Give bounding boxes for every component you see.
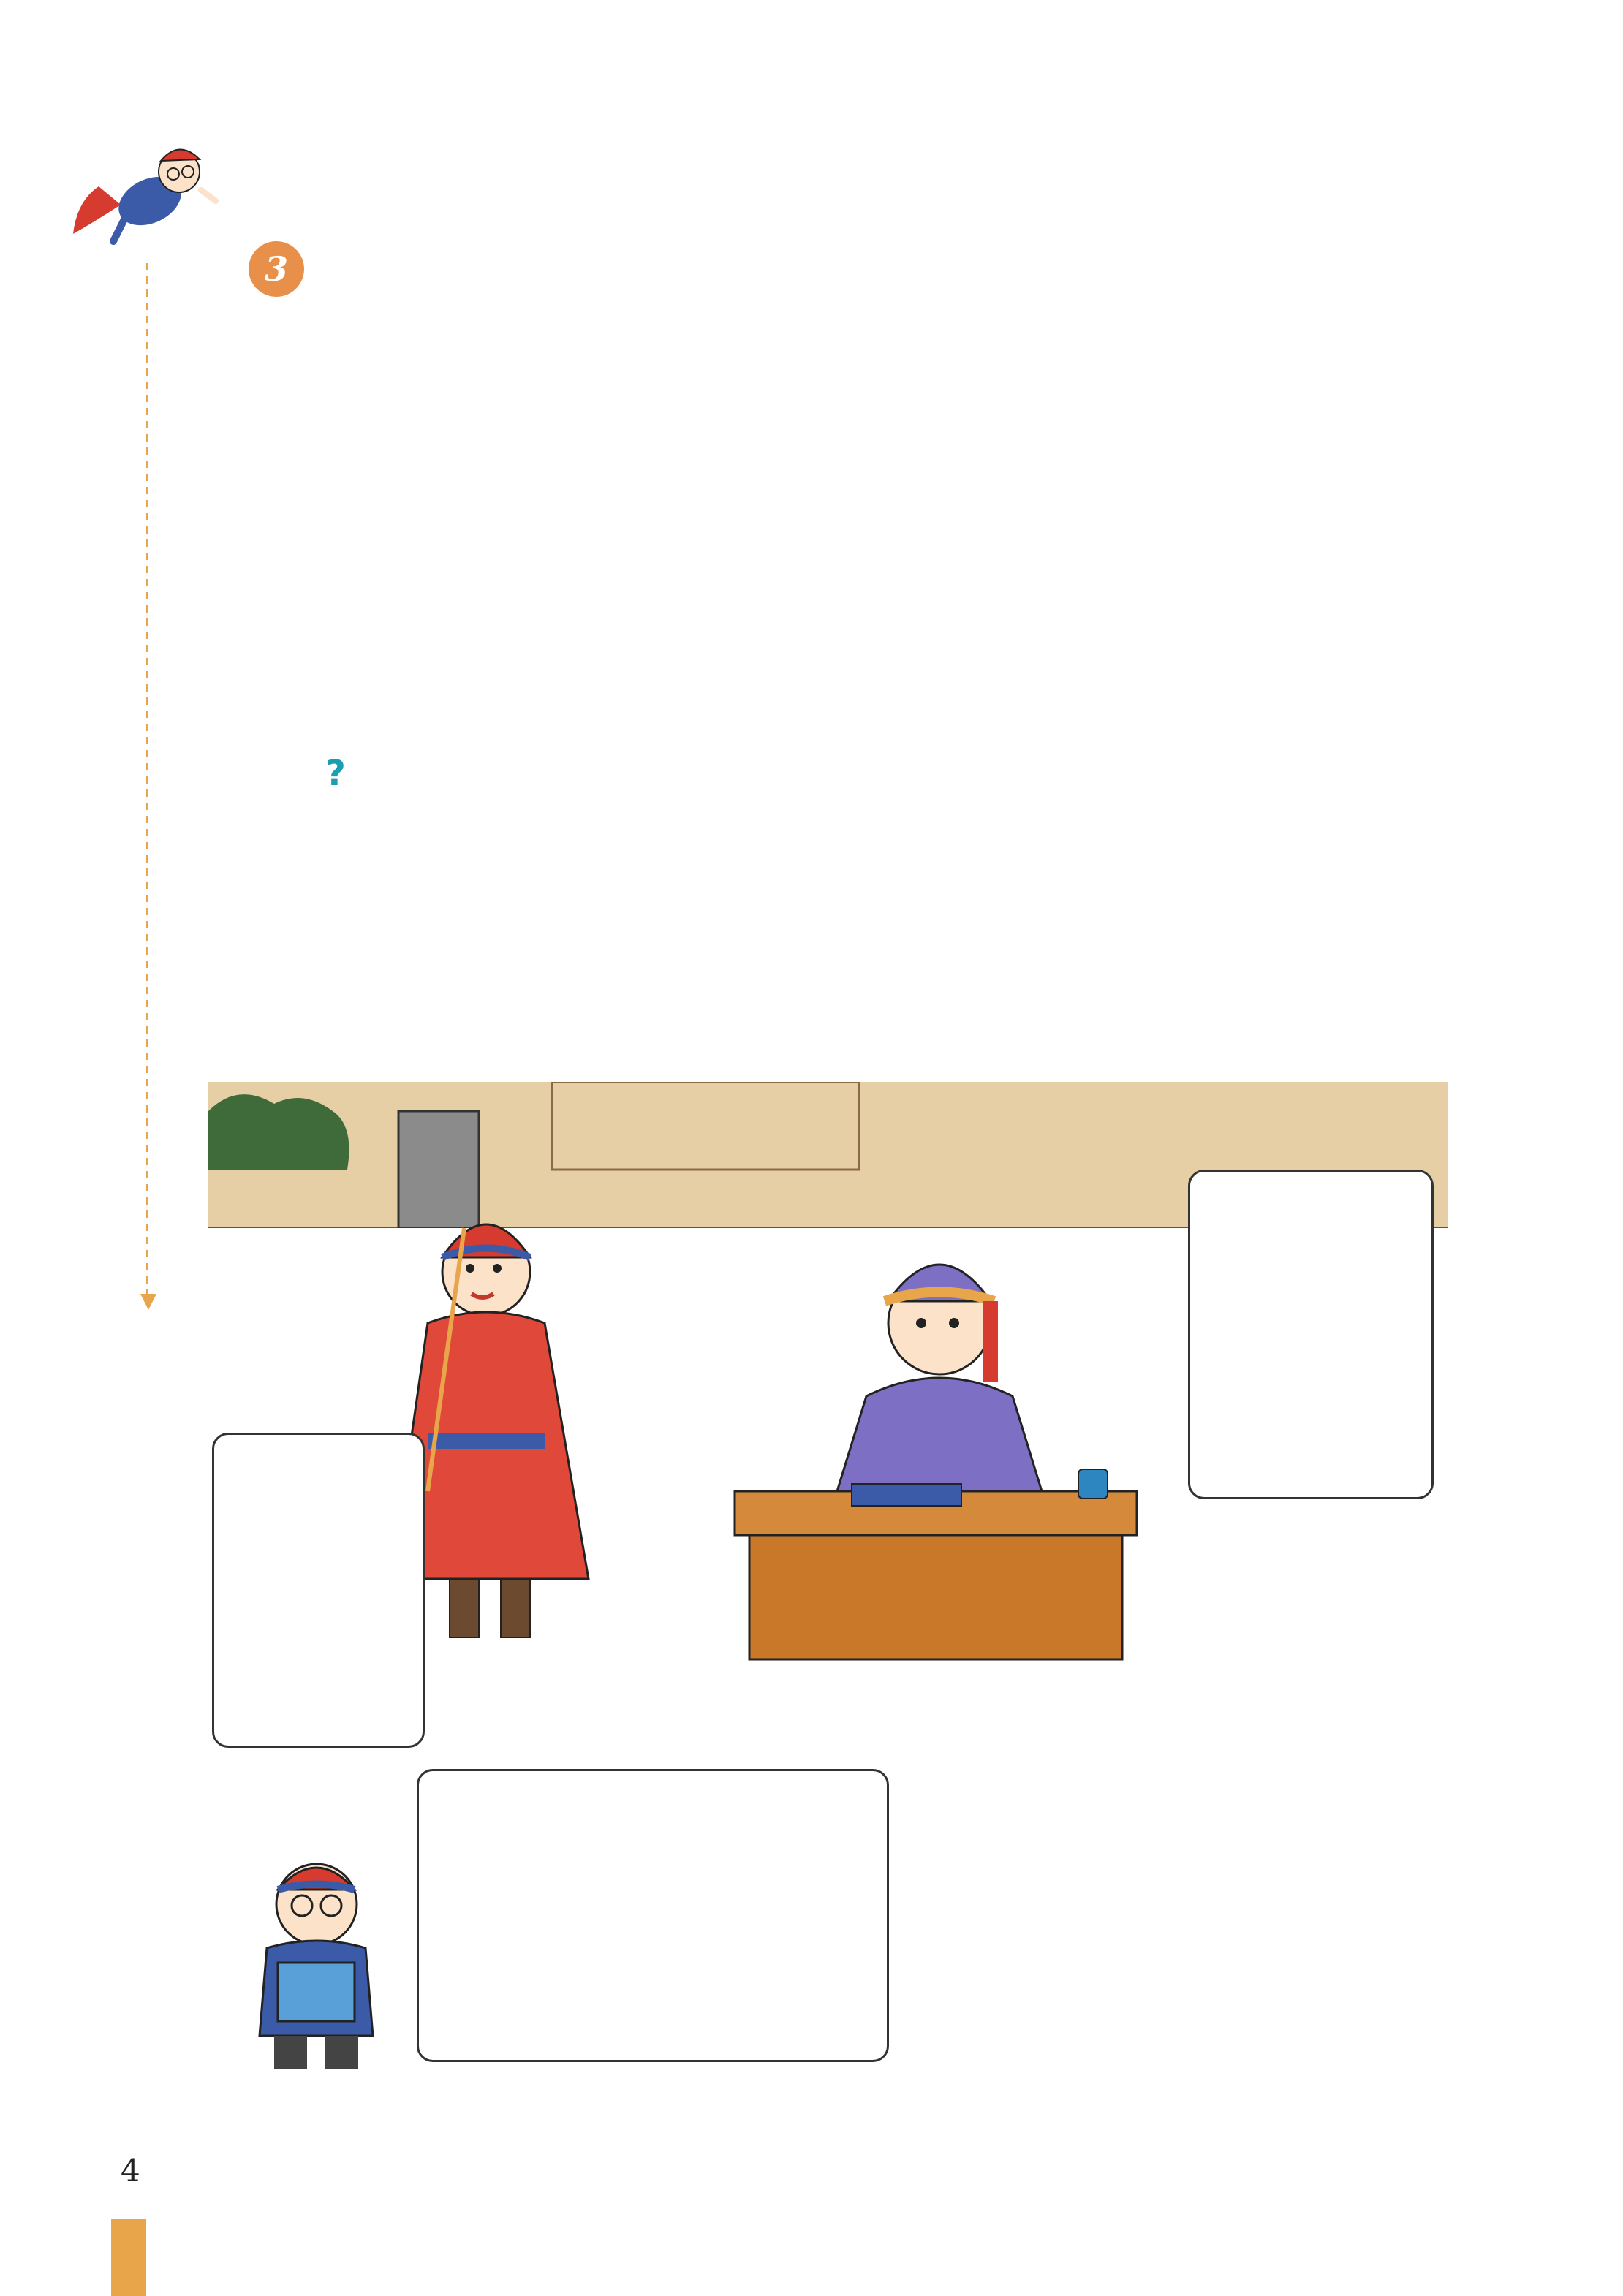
wall-sign-line xyxy=(841,1096,870,1243)
body-column xyxy=(588,238,623,969)
body-column xyxy=(864,238,899,969)
wall-sign-line xyxy=(881,1096,910,1140)
body-column xyxy=(496,238,531,969)
body-column xyxy=(634,238,669,969)
body-column xyxy=(772,238,807,969)
section-number-badge: 3 xyxy=(249,241,304,297)
body-column xyxy=(818,238,853,969)
page-edge-tab xyxy=(111,2219,146,2296)
body-column xyxy=(956,238,991,969)
wall-sign-line xyxy=(757,1096,786,1177)
section-title xyxy=(245,314,303,789)
flying-boy-mascot xyxy=(69,132,223,256)
body-column xyxy=(726,238,761,969)
wall-sign-line xyxy=(943,1096,972,1177)
speech-bubble-clerk xyxy=(1188,1170,1434,1499)
section-question-mark: ? xyxy=(325,753,346,794)
body-column xyxy=(680,238,715,969)
header-arrow-icon xyxy=(140,1294,156,1310)
speech-bubble-boy xyxy=(417,1769,889,2062)
running-header xyxy=(102,270,132,1294)
speech-bubble-woman xyxy=(212,1433,425,1748)
page-number: 4 xyxy=(121,2153,140,2189)
header-divider xyxy=(146,263,148,1301)
body-column xyxy=(910,238,945,969)
body-column xyxy=(542,238,577,969)
body-column xyxy=(450,238,485,969)
boy-reading-mascot xyxy=(238,1838,395,2080)
